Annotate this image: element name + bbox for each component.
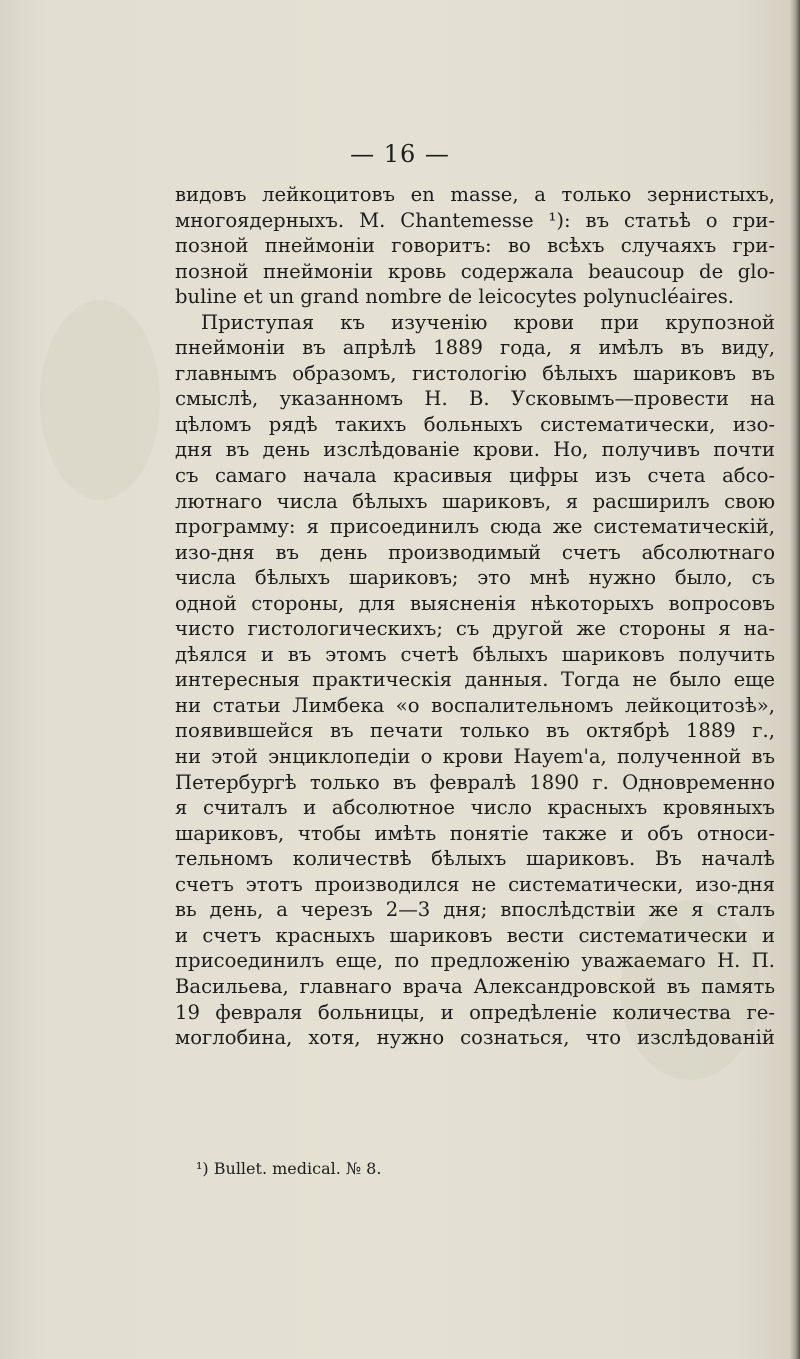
text-line: buline et un grand nombre de leicocytes polynucléaires. bbox=[175, 285, 735, 309]
text-line: пнеймоніи въ апрѣлѣ 1889 года, я имѣлъ въ виду, bbox=[175, 336, 775, 360]
text-line: тельномъ количествѣ бѣлыхъ шариковъ. Въ началѣ bbox=[175, 847, 775, 871]
text-line: 19 февраля больницы, и опредѣленіе количества ге- bbox=[175, 1000, 775, 1024]
text-line: изо-дня въ день производимый счетъ абсолютнаго bbox=[175, 540, 775, 564]
body-text bbox=[175, 182, 775, 1051]
text-line: смыслѣ, указанномъ Н. В. Усковымъ—провести на bbox=[175, 387, 775, 411]
text-line: Васильева, главнаго врача Александровской въ память bbox=[175, 974, 775, 998]
text-line: дѣялся и въ этомъ счетѣ бѣлыхъ шариковъ получить bbox=[175, 642, 775, 666]
text-line: программу: я присоединилъ сюда же систематическій, bbox=[175, 515, 775, 539]
text-line: съ самаго начала красивыя цифры изъ счета абсо- bbox=[175, 464, 775, 488]
text-line: присоединилъ еще, по предложенію уважаемаго Н. П. bbox=[175, 949, 775, 973]
text-line: интересныя практическія данныя. Тогда не было еще bbox=[175, 668, 775, 692]
footnote-text: Bullet. medical. № 8. bbox=[213, 1159, 382, 1178]
text-line: видовъ лейкоцитовъ en masse, а только зернистыхъ, bbox=[175, 183, 775, 206]
text-line: моглобина, хотя, нужно сознаться, что изслѣдованій bbox=[175, 1026, 775, 1050]
text-line: Приступая къ изученію крови при крупозной bbox=[201, 310, 775, 334]
text-line: лютнаго числа бѣлыхъ шариковъ, я расширилъ свою bbox=[175, 489, 775, 513]
text-line: чисто гистологическихъ; съ другой же стороны я на- bbox=[175, 617, 775, 641]
text-line: одной стороны, для выясненія нѣкоторыхъ вопросовъ bbox=[175, 591, 775, 615]
page-edge-shadow bbox=[790, 0, 800, 1359]
text-line: ни статьи Лимбека «о воспалительномъ лейкоцитозѣ», bbox=[175, 693, 775, 717]
text-line: позной пнеймоніи говоритъ: во всѣхъ случаяхъ гри- bbox=[175, 234, 775, 258]
text-line: я считалъ и абсолютное число красныхъ кровяныхъ bbox=[175, 796, 775, 820]
text-line: главнымъ образомъ, гистологію бѣлыхъ шариковъ въ bbox=[175, 361, 775, 385]
text-line: появившейся въ печати только въ октябрѣ 1889 г., bbox=[175, 719, 775, 743]
text-line: вь день, а черезъ 2—3 дня; впослѣдствіи же я сталъ bbox=[175, 898, 775, 922]
text-line: счетъ этотъ производился не систематически, изо-дня bbox=[175, 872, 775, 896]
text-line: шариковъ, чтобы имѣть понятіе также и объ относи- bbox=[175, 821, 775, 845]
footnote bbox=[196, 1159, 381, 1178]
text-line: числа бѣлыхъ шариковъ; это мнѣ нужно было, съ bbox=[175, 566, 775, 590]
text-line: цѣломъ рядѣ такихъ больныхъ систематически, изо- bbox=[175, 412, 775, 436]
text-line: Петербургѣ только въ февралѣ 1890 г. Одновременно bbox=[175, 770, 775, 794]
page-number: — 16 — bbox=[350, 140, 450, 168]
text-line: ни этой энциклопедіи о крови Hayem'a, полученной въ bbox=[175, 745, 775, 769]
text-line: и счетъ красныхъ шариковъ вести систематически и bbox=[175, 923, 775, 947]
text-line: дня въ день изслѣдованіе крови. Но, получивъ почти bbox=[175, 438, 775, 462]
text-line: позной пнеймоніи кровь содержала beaucoup de glo- bbox=[175, 259, 775, 283]
paper-stain bbox=[40, 300, 160, 500]
footnote-marker: ¹) bbox=[196, 1159, 209, 1178]
text-line: многоядерныхъ. M. Chantemesse ¹): въ статьѣ о гри- bbox=[175, 208, 775, 232]
